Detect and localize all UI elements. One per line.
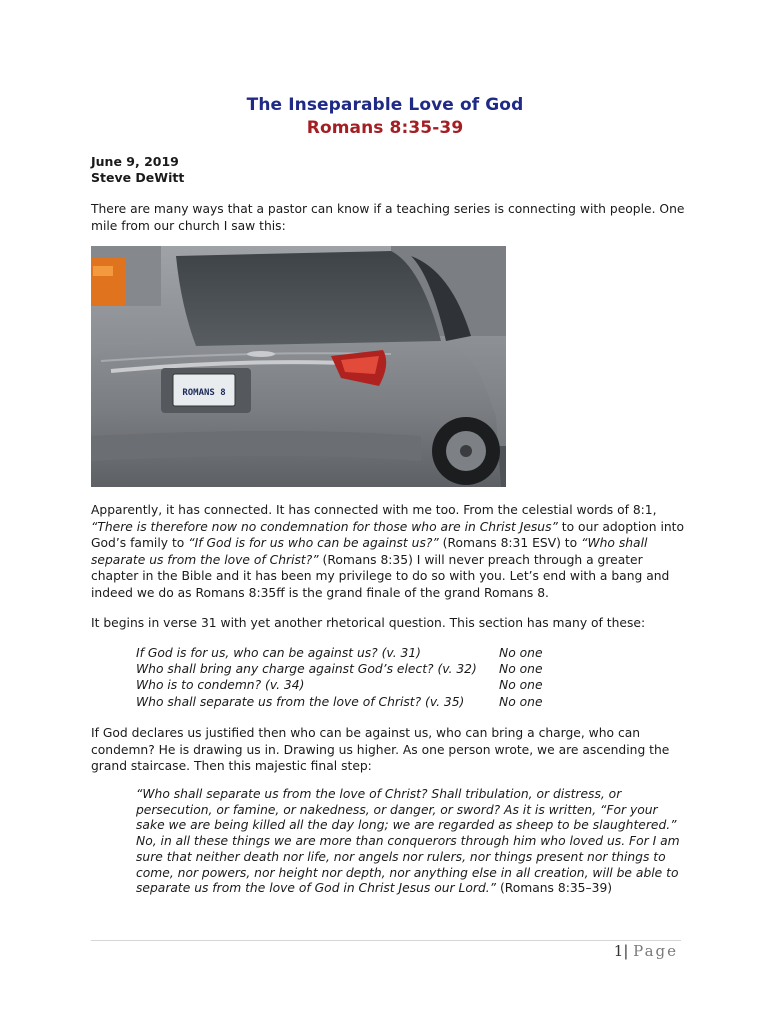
rhetorical-intro-paragraph: It begins in verse 31 with yet another rhetorical question. This section has many of these: bbox=[91, 616, 646, 630]
connection-text-c: to our adoption into God’s family to bbox=[91, 519, 685, 550]
connection-paragraph bbox=[91, 502, 691, 601]
connection-text-g: (Romans 8:35) I will never preach through a greater chapter in the Bible and it has been my privilege to do so with you. Let’s end with a bang and indeed we do as Romans 8:35ff is the grand finale of the grand Romans 8. bbox=[91, 552, 670, 600]
question-text: If God is for us, who can be against us? (v. 31) bbox=[136, 646, 421, 660]
car-photo-illustration bbox=[91, 246, 506, 487]
answer-text: No one bbox=[499, 694, 543, 709]
justified-paragraph: If God declares us justified then who can be against us, who can bring a charge, who can condemn? He is drawing us in. Drawing us higher. As one person wrote, we are ascending the grand staircase. Then this majestic final step: bbox=[91, 726, 670, 773]
page-label: Page bbox=[633, 942, 678, 960]
connection-text-e: (Romans 8:31 ESV) to bbox=[438, 536, 582, 550]
sermon-date: June 9, 2019 bbox=[91, 154, 179, 169]
question-text: Who shall bring any charge against God’s elect? (v. 32) bbox=[136, 662, 477, 677]
document-title: The Inseparable Love of God bbox=[246, 95, 524, 115]
scripture-blockquote bbox=[136, 787, 681, 897]
question-text: Who is to condemn? (v. 34) bbox=[136, 678, 305, 693]
answer-text: No one bbox=[499, 662, 543, 677]
answer-text: No one bbox=[499, 678, 543, 693]
list-item bbox=[136, 661, 543, 677]
romans-8-31-quote: “If God is for us who can be against us?” bbox=[188, 536, 439, 550]
connection-text-a: Apparently, it has connected. It has connected with me too. From the celestial words of 8:1, bbox=[91, 503, 657, 517]
rhetorical-questions-list bbox=[136, 645, 543, 710]
scripture-reference: (Romans 8:35–39) bbox=[496, 881, 613, 896]
footer-divider bbox=[91, 940, 681, 941]
page-number: 1 bbox=[613, 942, 624, 960]
romans-8-35-quote: “Who shall separate us from the love of Christ?” bbox=[91, 536, 648, 567]
document-subtitle: Romans 8:35-39 bbox=[306, 118, 464, 138]
list-item bbox=[136, 677, 543, 693]
answer-text: No one bbox=[499, 646, 543, 660]
romans-8-35-39-quote: “Who shall separate us from the love of Christ? Shall tribulation, or distress, or persecution, or famine, or nakedness, or danger, or sword? As it is written, “For your sake we are being killed all the day long; we are regarded as sheep to be slaughtered.” No, in all these things we are more than conquerors through him who loved us. For I am sure that neither death nor life, nor angels nor rulers, nor things present nor things to come, nor powers, nor height nor depth, nor anything else in all creation, will be able to separate us from the love of God in Christ Jesus our Lord.” bbox=[136, 787, 680, 896]
sermon-author: Steve DeWitt bbox=[91, 170, 185, 185]
list-item bbox=[136, 645, 543, 661]
page-separator: | bbox=[623, 942, 629, 960]
romans-8-1-quote: “There is therefore now no condemnation for those who are in Christ Jesus” bbox=[91, 519, 558, 534]
license-plate-text: ROMANS 8 bbox=[182, 388, 226, 398]
car-license-plate-photo bbox=[91, 246, 506, 487]
list-item bbox=[136, 694, 543, 710]
page-footer bbox=[614, 942, 678, 960]
question-text: Who shall separate us from the love of Christ? (v. 35) bbox=[136, 694, 465, 709]
intro-paragraph: There are many ways that a pastor can know if a teaching series is connecting with people. One mile from our church I saw this: bbox=[91, 202, 685, 233]
